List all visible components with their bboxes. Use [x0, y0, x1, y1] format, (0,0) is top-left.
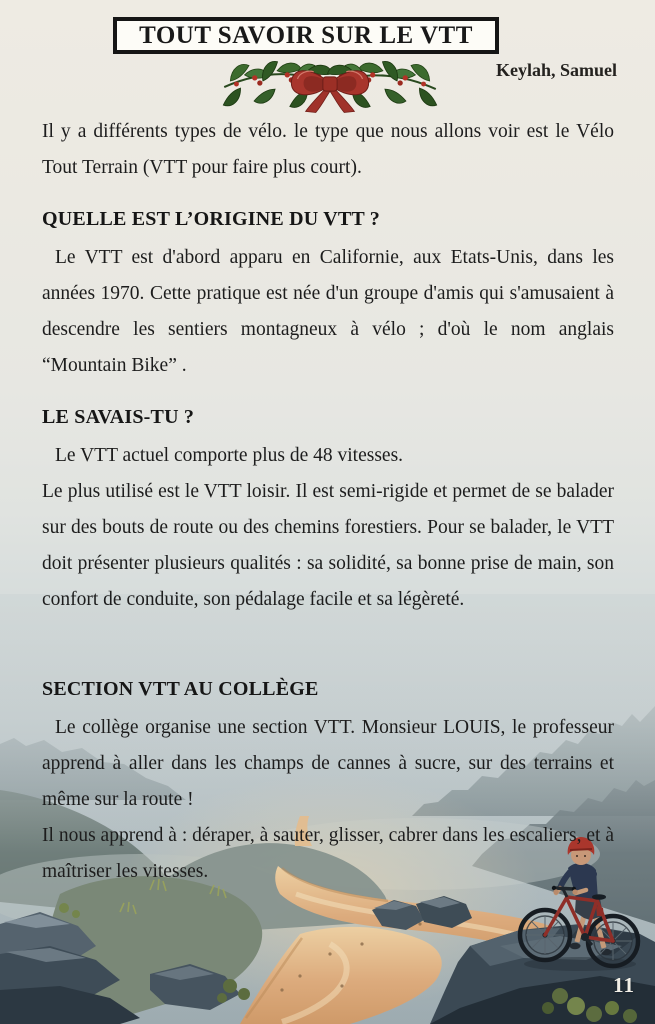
- page-number: 11: [613, 973, 635, 997]
- vtt-loisir-paragraph: Le plus utilisé est le VTT loisir. Il est semi-rigide et permet de se balader sur des bouts de route ou des chemins forestiers. Pour se balader, le VTT doit présenter plusieurs qualités : sa solidité, sa bonne prise de main, son confort de conduite, son pédalage facile et sa légèreté.: [42, 481, 614, 610]
- bow-icon: [291, 71, 368, 113]
- savais-tu-fact: Le VTT actuel comporte plus de 48 vitesses.: [55, 445, 404, 466]
- college-paragraph: Le collège organise une section VTT. Monsieur LOUIS, le professeur apprend à aller dans les champs de cannes à sucre, sur des terrains et même sur la route !: [42, 717, 614, 810]
- title-box: [113, 17, 499, 54]
- section-heading-origine: QUELLE EST L’ORIGINE DU VTT ?: [42, 208, 380, 230]
- section-heading-college: SECTION VTT AU COLLÈGE: [42, 678, 319, 700]
- christmas-garland-icon: [210, 52, 450, 114]
- intro-paragraph: Il y a différents types de vélo. le type que nous allons voir est le Vélo Tout Terrain (VTT pour faire plus court).: [42, 121, 614, 178]
- apprentissage-paragraph: Il nous apprend à : déraper, à sauter, glisser, cabrer dans les escaliers, et à maîtriser les vitesses.: [42, 825, 614, 882]
- author-names: Keylah, Samuel: [495, 60, 617, 80]
- section-heading-savais-tu: LE SAVAIS-TU ?: [42, 406, 195, 428]
- article-body: [42, 114, 614, 890]
- page-title: TOUT SAVOIR SUR LE VTT: [139, 21, 473, 49]
- origine-paragraph: Le VTT est d'abord apparu en Californie, aux Etats-Unis, dans les années 1970. Cette pratique est née d'un groupe d'amis qui s'amusaient à descendre les sentiers montagneux à vélo ; d'où le nom anglais “Mountain Bike” .: [42, 247, 614, 376]
